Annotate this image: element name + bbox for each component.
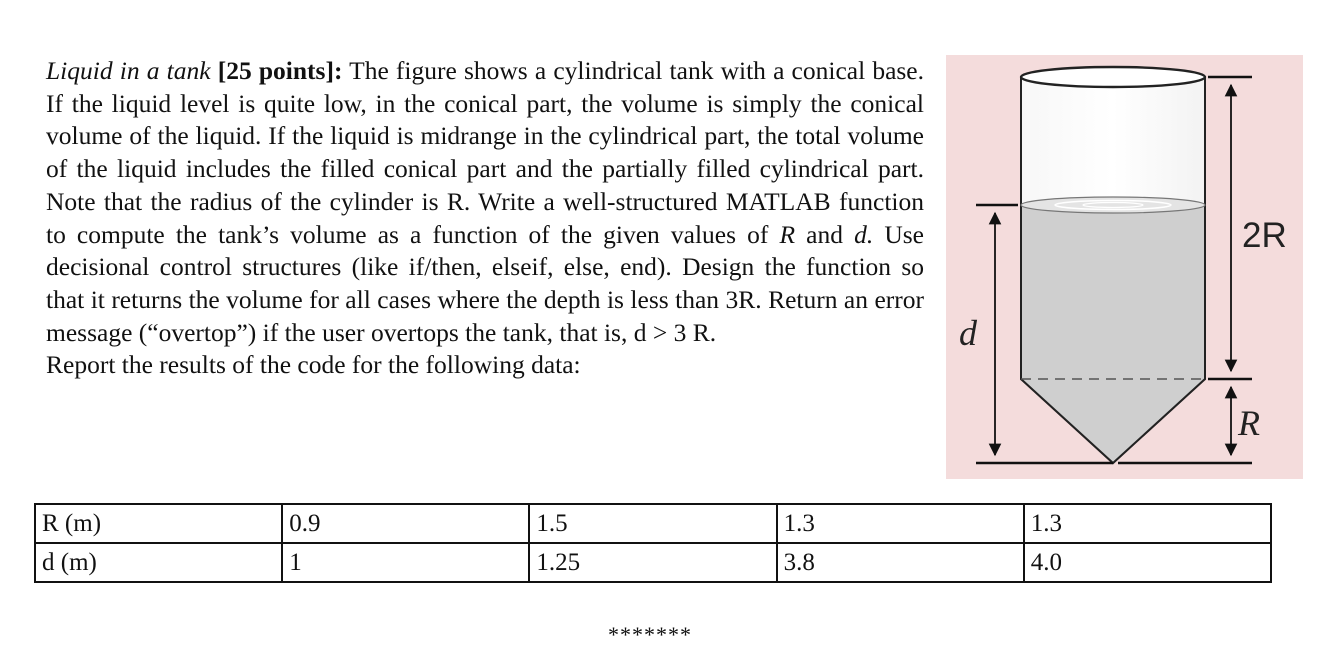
tank-diagram <box>946 55 1303 479</box>
table-cell: 0.9 <box>282 504 529 543</box>
problem-statement <box>46 55 924 382</box>
problem-points: [25 points]: <box>217 56 343 85</box>
table-cell: 4.0 <box>1024 543 1271 582</box>
data-table <box>34 503 1272 583</box>
problem-title: Liquid in a tank <box>46 56 211 85</box>
variable-R: R <box>779 219 796 249</box>
tank-top-rim <box>1021 67 1205 87</box>
liquid-fill <box>1021 205 1205 463</box>
tank-figure <box>946 55 1303 479</box>
table-cell: 3.8 <box>777 543 1024 582</box>
liquid-surface <box>1021 197 1205 213</box>
row-label: d (m) <box>35 543 282 582</box>
problem-text-3: Use decisional control structures (like if/then, elseif, else, end). Design the function so that it returns the volume for all cases where the depth is less than 3R. Return an error message (“overtop”) if the user overtops the tank, that is, d > 3 R. <box>46 219 924 347</box>
table-cell: 1.3 <box>1024 504 1271 543</box>
table-cell: 1.3 <box>777 504 1024 543</box>
table-cell: 1.25 <box>529 543 776 582</box>
variable-d: d. <box>854 219 874 249</box>
problem-last-line: Report the results of the code for the following data: <box>46 350 581 380</box>
row-label: R (m) <box>35 504 282 543</box>
table-cell: 1 <box>282 543 529 582</box>
problem-text-2: and <box>795 219 855 249</box>
table-row <box>35 504 1271 543</box>
label-2R: 2R <box>1242 216 1287 255</box>
table-row <box>35 543 1271 582</box>
label-R: R <box>1238 403 1260 443</box>
separator-stars: ******* <box>608 622 692 647</box>
label-d: d <box>959 313 977 353</box>
table-cell: 1.5 <box>529 504 776 543</box>
problem-text-1: The figure shows a cylindrical tank with a conical base. If the liquid level is quite low, in the conical part, the volume is simply the conical volume of the liquid. If the liquid is midrange in the cylindrical part, the total volume of the liquid includes the filled conical part and the partially filled cylindrical part. Note that the radius of the cylinder is R. Write a well-structured MATLAB function to compute the tank’s volume as a function of the given values of <box>46 56 925 249</box>
